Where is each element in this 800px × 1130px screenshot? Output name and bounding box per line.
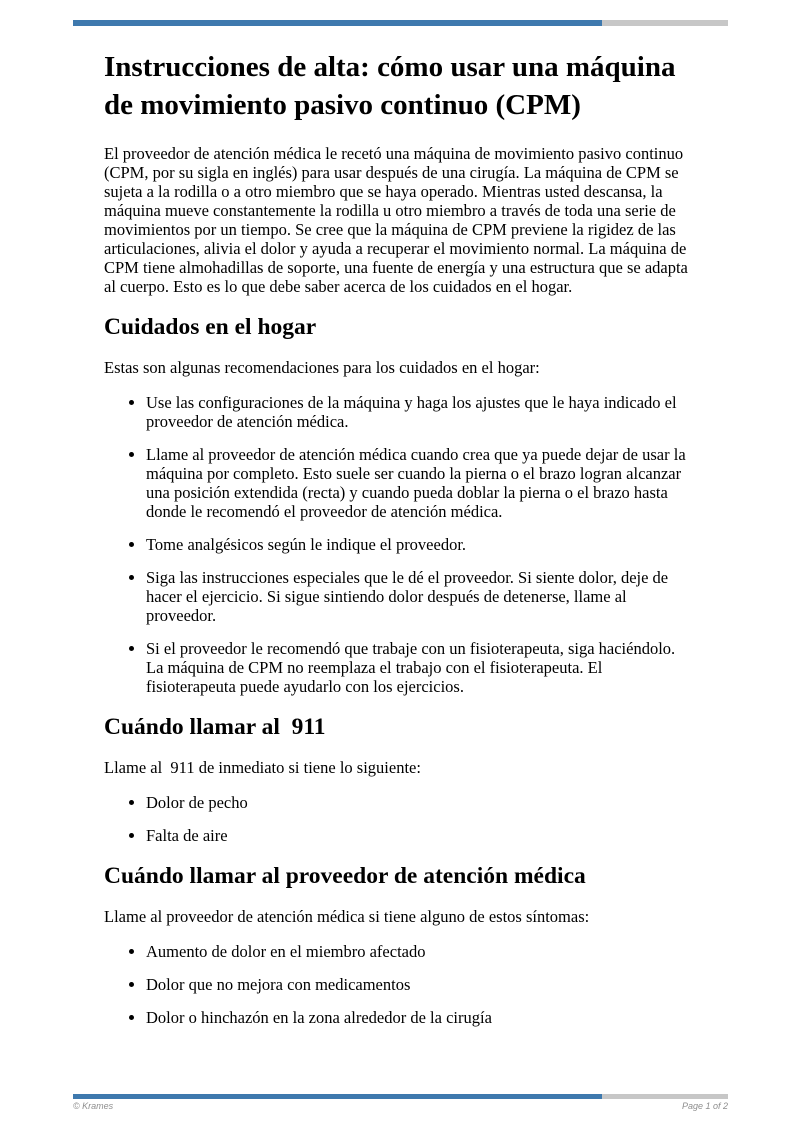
list-item: • Si el proveedor le recomendó que trabaje con un fisioterapeuta, siga haciéndolo. La máquina de CPM no reemplaza el trabajo con el fisioterapeuta. El fisioterapeuta puede ayudarlo con los ejercicios. — [146, 639, 695, 696]
list-item: • Dolor de pecho — [146, 793, 695, 812]
footer-divider-blue-segment — [73, 1094, 602, 1099]
footer-divider-bar — [73, 1094, 728, 1099]
call-911-list — [104, 793, 695, 845]
list-item: • Llame al proveedor de atención médica cuando crea que ya puede dejar de usar la máquina por completo. Esto suele ser cuando la pierna o el brazo logran alcanzar una posición extendida (recta) y cuando pueda doblar la pierna o el brazo hasta donde le recomendó el proveedor de atención médica. — [146, 445, 695, 521]
footer-copyright: © Krames — [73, 1101, 114, 1111]
intro-paragraph: El proveedor de atención médica le recetó una máquina de movimiento pasivo continuo (CPM, por su sigla en inglés) para usar después de una cirugía. La máquina de CPM se sujeta a la rodilla o a otro miembro que se haya operado. Mientras usted descansa, la máquina mueve constantemente la rodilla u otro miembro a través de toda una serie de movimientos por un tiempo. Se cree que la máquina de CPM previene la rigidez de las articulaciones, alivia el dolor y ayuda a recuperar el movimiento normal. La máquina de CPM tiene almohadillas de soporte, una fuente de energía y una estructura que se adapta al cuerpo. Esto es lo que debe saber acerca de los cuidados en el hogar. — [104, 144, 688, 296]
top-divider-gray-segment — [602, 20, 728, 26]
document-content — [104, 48, 695, 1043]
footer-page-indicator: Page 1 of 2 — [681, 1101, 728, 1111]
home-care-list — [104, 393, 695, 696]
footer-divider-gray-segment — [602, 1094, 728, 1099]
section-heading-call-911: Cuándo llamar al 911 — [104, 714, 326, 740]
list-item: • Dolor que no mejora con medicamentos — [146, 975, 695, 994]
page-footer — [73, 1101, 728, 1111]
section-lead-home-care: Estas son algunas recomendaciones para los cuidados en el hogar: — [104, 358, 540, 377]
list-item: • Use las configuraciones de la máquina y haga los ajustes que le haya indicado el proveedor de atención médica. — [146, 393, 695, 431]
section-lead-call-911: Llame al 911 de inmediato si tiene lo siguiente: — [104, 758, 421, 777]
list-item: • Dolor o hinchazón en la zona alrededor de la cirugía — [146, 1008, 695, 1027]
section-lead-call-provider: Llame al proveedor de atención médica si tiene alguno de estos síntomas: — [104, 907, 590, 926]
section-heading-home-care: Cuidados en el hogar — [104, 314, 317, 340]
top-divider-blue-segment — [73, 20, 602, 26]
call-provider-list — [104, 942, 695, 1027]
section-heading-call-provider: Cuándo llamar al proveedor de atención médica — [104, 863, 586, 889]
list-item: • Aumento de dolor en el miembro afectado — [146, 942, 695, 961]
list-item: • Tome analgésicos según le indique el proveedor. — [146, 535, 695, 554]
document-title: Instrucciones de alta: cómo usar una máquina de movimiento pasivo continuo (CPM) — [104, 51, 676, 121]
list-item: • Siga las instrucciones especiales que le dé el proveedor. Si siente dolor, deje de hacer el ejercicio. Si sigue sintiendo dolor después de detenerse, llame al proveedor. — [146, 568, 695, 625]
list-item: • Falta de aire — [146, 826, 695, 845]
top-divider-bar — [73, 20, 728, 26]
